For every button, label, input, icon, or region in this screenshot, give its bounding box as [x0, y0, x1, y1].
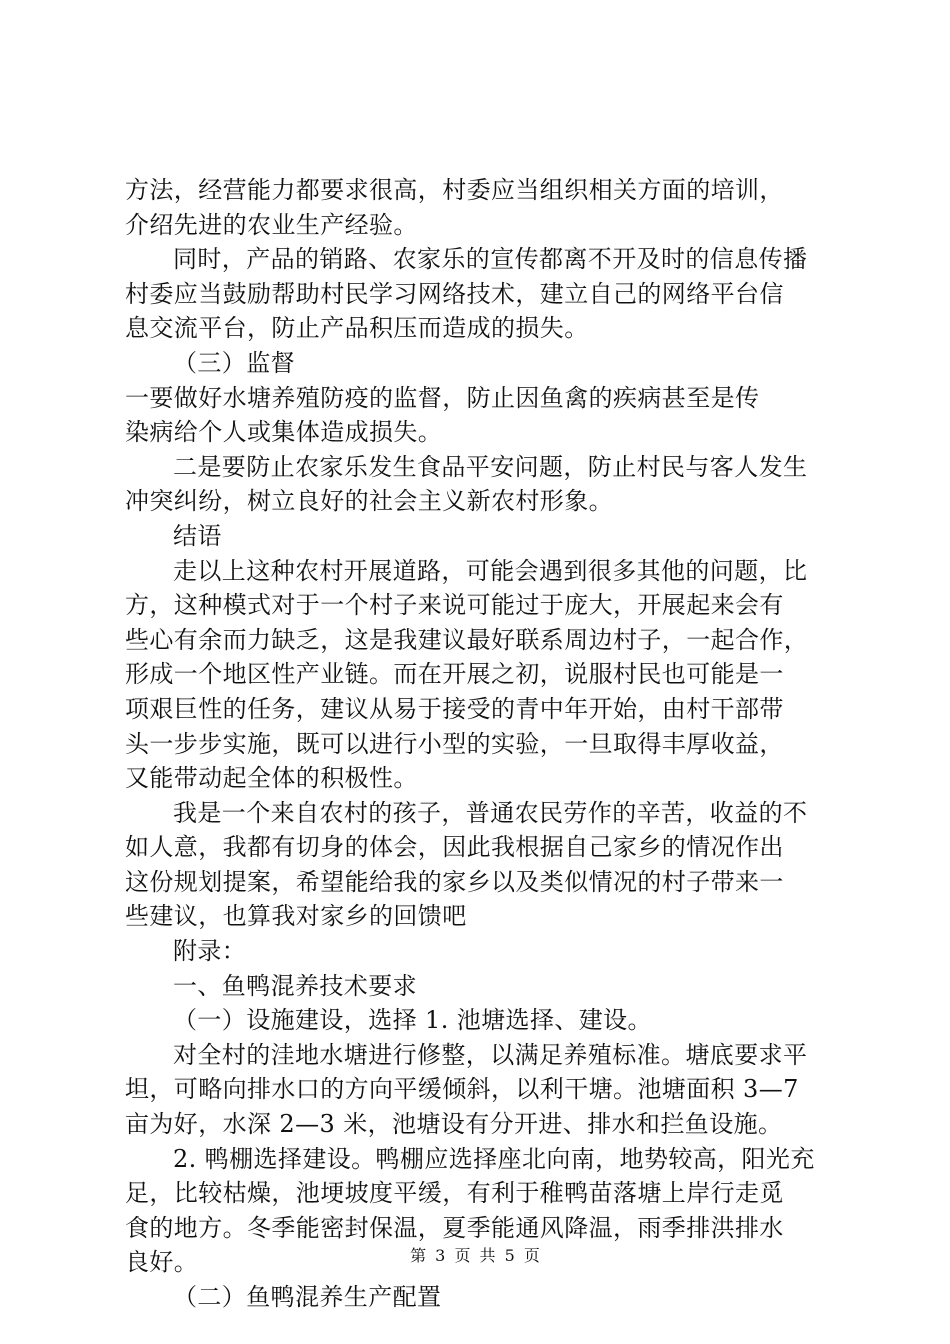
text-line: 我是一个来自农村的孩子，普通农民劳作的辛苦，收益的不 — [173, 798, 808, 827]
text-line: 二是要防止农家乐发生食品平安问题，防止村民与客人发生 — [173, 452, 808, 481]
text-line: 良好。 — [125, 1248, 199, 1277]
text-line: 足，比较枯燥，池埂坡度平缓，有利于稚鸭苗落塘上岸行走觅 — [125, 1179, 784, 1208]
page-footer: 第 3 页 共 5 页 — [410, 1246, 540, 1265]
text-line: 息交流平台，防止产品积压而造成的损失。 — [125, 314, 589, 343]
text-line: 项艰巨性的任务，建议从易于接受的青中年开始，由村干部带 — [125, 694, 784, 723]
text-line: 一、鱼鸭混养技术要求 — [173, 971, 417, 1000]
text-line: 一要做好水塘养殖防疫的监督，防止因鱼禽的疾病甚至是传 — [125, 383, 760, 412]
text-line: 又能带动起全体的积极性。 — [125, 764, 418, 793]
text-line: 染病给个人或集体造成损失。 — [125, 418, 443, 447]
text-line: 冲突纠纷，树立良好的社会主义新农村形象。 — [125, 487, 613, 516]
text-line: 介绍先进的农业生产经验。 — [125, 210, 418, 239]
text-line: 结语 — [173, 521, 222, 550]
text-line: 头一步步实施，既可以进行小型的实验，一旦取得丰厚收益， — [125, 729, 784, 758]
text-line: 如人意，我都有切身的体会，因此我根据自己家乡的情况作出 — [125, 833, 784, 862]
text-line: 些建议，也算我对家乡的回馈吧 — [125, 902, 467, 931]
text-line: （三）监督 — [173, 348, 295, 377]
text-line: 同时，产品的销路、农家乐的宣传都离不开及时的信息传播 — [173, 245, 808, 274]
text-line: 方，这种模式对于一个村子来说可能过于庞大，开展起来会有 — [125, 591, 784, 620]
text-line: 村委应当鼓励帮助村民学习网络技术，建立自己的网络平台信 — [125, 279, 784, 308]
text-line: 附录： — [173, 937, 247, 966]
text-line: 食的地方。冬季能密封保温，夏季能通风降温，雨季排洪排水 — [125, 1213, 784, 1242]
text-line: 这份规划提案，希望能给我的家乡以及类似情况的村子带来一 — [125, 867, 784, 896]
text-line: 方法，经营能力都要求很高，村委应当组织相关方面的培训， — [125, 176, 784, 204]
text-line: 2. 鸭棚选择建设。鸭棚应选择座北向南，地势较高，阳光充 — [173, 1144, 815, 1173]
text-line: 些心有余而力缺乏，这是我建议最好联系周边村子，一起合作， — [125, 625, 809, 654]
text-line: （一）设施建设，选择 1. 池塘选择、建设。 — [173, 1006, 652, 1035]
text-line: 走以上这种农村开展道路，可能会遇到很多其他的问题，比 — [173, 556, 808, 585]
text-line: （二）鱼鸭混养生产配置 — [173, 1283, 442, 1311]
document-body — [125, 173, 845, 1315]
text-line: 坦，可略向排水口的方向平缓倾斜，以利干塘。池塘面积 3—7 — [125, 1075, 799, 1104]
text-line: 对全村的洼地水塘进行修整，以满足养殖标准。塘底要求平 — [173, 1040, 808, 1069]
text-line: 形成一个地区性产业链。而在开展之初，说服村民也可能是一 — [125, 660, 784, 689]
text-line: 亩为好，水深 2—3 米，池塘设有分开进、排水和拦鱼设施。 — [125, 1110, 783, 1139]
